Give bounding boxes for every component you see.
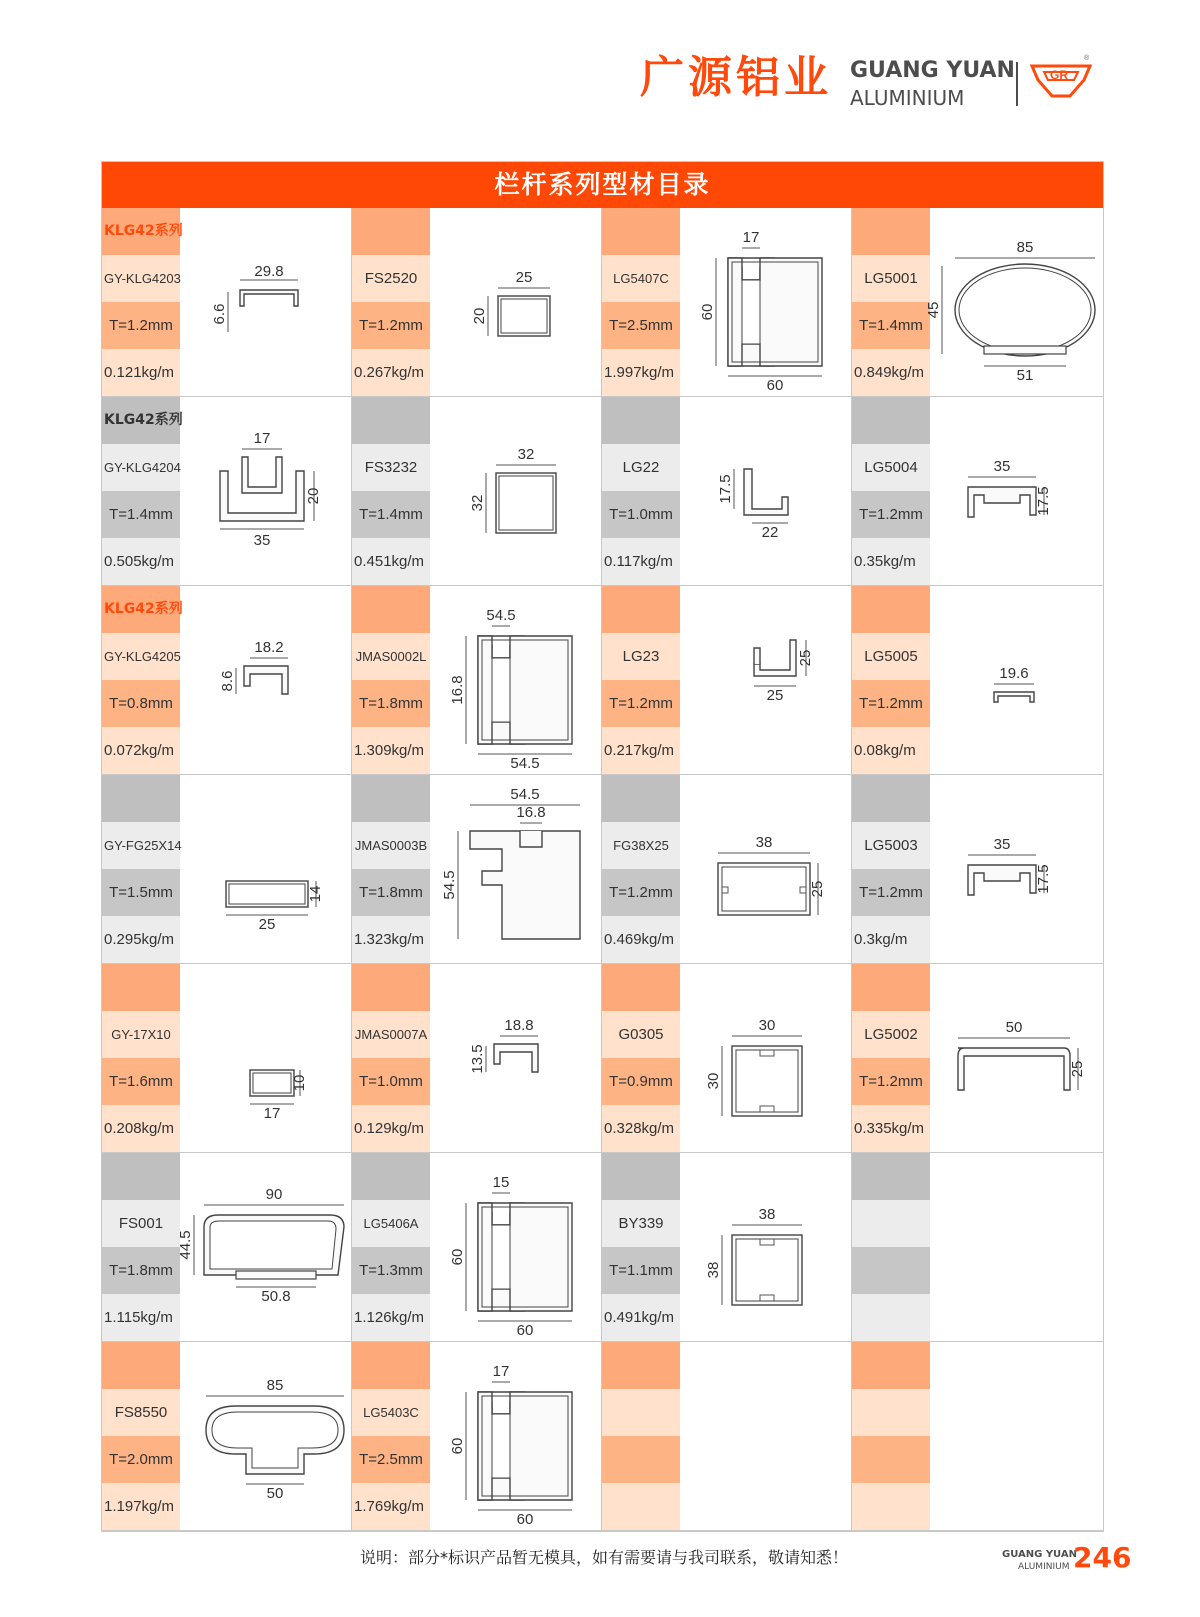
profile-code: LG5005 bbox=[852, 633, 930, 680]
profile-code: FS2520 bbox=[352, 255, 430, 302]
unit-weight: 0.208kg/m bbox=[102, 1105, 180, 1152]
wall-thickness: T=1.2mm bbox=[852, 869, 930, 916]
company-logo-icon bbox=[1030, 52, 1092, 102]
profile-code: G0305 bbox=[602, 1011, 680, 1058]
dimension-label: 17 bbox=[263, 1105, 281, 1122]
profile-cell bbox=[102, 775, 352, 964]
dimension-label: 60 bbox=[516, 1322, 534, 1339]
wall-thickness: T=1.2mm bbox=[102, 302, 180, 349]
dimension-label: 51 bbox=[1016, 367, 1034, 384]
footer-brand-name: GUANG YUAN bbox=[1002, 1549, 1077, 1560]
profile-cell bbox=[352, 208, 602, 397]
wall-thickness: T=1.2mm bbox=[852, 680, 930, 727]
profile-cross-section-icon bbox=[430, 586, 602, 775]
profile-drawing bbox=[180, 964, 352, 1153]
series-label bbox=[102, 964, 180, 1011]
profile-drawing bbox=[180, 397, 352, 586]
profile-drawing bbox=[930, 586, 1102, 775]
wall-thickness: T=1.2mm bbox=[602, 680, 680, 727]
row-divider bbox=[852, 1530, 1103, 1531]
profile-cross-section-icon bbox=[177, 1153, 352, 1342]
unit-weight: 0.505kg/m bbox=[102, 538, 180, 585]
profile-cell bbox=[602, 1342, 852, 1531]
profile-cell bbox=[852, 208, 1103, 397]
unit-weight: 0.121kg/m bbox=[102, 349, 180, 396]
dimension-label: 19.6 bbox=[999, 665, 1029, 682]
unit-weight: 0.072kg/m bbox=[102, 727, 180, 774]
wall-thickness: T=1.2mm bbox=[602, 869, 680, 916]
unit-weight: 1.126kg/m bbox=[352, 1294, 430, 1341]
profile-cell bbox=[852, 586, 1103, 775]
dimension-label: 38 bbox=[755, 834, 773, 851]
wall-thickness: T=1.4mm bbox=[102, 491, 180, 538]
series-label: KLG42系列 bbox=[102, 397, 180, 444]
dimension-label: 29.8 bbox=[254, 263, 284, 280]
series-label: KLG42系列 bbox=[102, 586, 180, 633]
unit-weight: 0.335kg/m bbox=[852, 1105, 930, 1152]
profile-cell bbox=[102, 964, 352, 1153]
dimension-label: 44.5 bbox=[177, 1230, 194, 1260]
dimension-label: 22 bbox=[761, 524, 779, 541]
profile-cell bbox=[852, 775, 1103, 964]
series-label bbox=[852, 1342, 930, 1389]
series-label bbox=[602, 586, 680, 633]
profile-cell bbox=[102, 1153, 352, 1342]
profile-drawing bbox=[180, 208, 352, 397]
dimension-label: 25 bbox=[766, 687, 784, 704]
profile-code: GY-KLG4205 bbox=[102, 633, 180, 680]
dimension-label: 50.8 bbox=[261, 1288, 291, 1305]
series-label bbox=[852, 586, 930, 633]
series-label bbox=[852, 397, 930, 444]
unit-weight: 1.197kg/m bbox=[102, 1483, 180, 1530]
profile-cell bbox=[602, 208, 852, 397]
profile-code: FS001 bbox=[102, 1200, 180, 1247]
wall-thickness: T=1.8mm bbox=[102, 1247, 180, 1294]
profile-drawing bbox=[680, 208, 852, 397]
profile-cross-section-icon bbox=[430, 775, 602, 964]
dimension-label: 10 bbox=[291, 1074, 308, 1092]
profile-drawing bbox=[430, 964, 602, 1153]
series-label: KLG42系列 bbox=[102, 208, 180, 255]
series-label bbox=[102, 1342, 180, 1389]
unit-weight: 1.323kg/m bbox=[352, 916, 430, 963]
dimension-label: 25 bbox=[809, 880, 826, 898]
profile-cross-section-icon bbox=[925, 208, 1102, 397]
profile-drawing bbox=[930, 964, 1102, 1153]
series-label bbox=[852, 775, 930, 822]
dimension-label: 25 bbox=[797, 649, 814, 667]
wall-thickness: T=2.5mm bbox=[602, 302, 680, 349]
dimension-label: 60 bbox=[449, 1437, 466, 1455]
profile-cell bbox=[102, 208, 352, 397]
dimension-label: 30 bbox=[705, 1072, 722, 1090]
unit-weight: 0.295kg/m bbox=[102, 916, 180, 963]
profile-cell bbox=[352, 1342, 602, 1531]
dimension-label: 30 bbox=[758, 1017, 776, 1034]
registered-mark: ® bbox=[1084, 55, 1090, 62]
profile-cell bbox=[102, 586, 352, 775]
dimension-label: 25 bbox=[1069, 1060, 1086, 1078]
profile-drawing bbox=[680, 1153, 852, 1342]
profile-cross-section-icon bbox=[430, 397, 602, 586]
dimension-label: 60 bbox=[516, 1511, 534, 1528]
wall-thickness bbox=[602, 1436, 680, 1483]
wall-thickness: T=1.8mm bbox=[352, 680, 430, 727]
wall-thickness: T=1.2mm bbox=[352, 302, 430, 349]
profile-cell bbox=[852, 1342, 1103, 1531]
wall-thickness: T=0.8mm bbox=[102, 680, 180, 727]
unit-weight: 0.849kg/m bbox=[852, 349, 930, 396]
profile-code: LG5003 bbox=[852, 822, 930, 869]
profile-code bbox=[852, 1200, 930, 1247]
dimension-label: 17 bbox=[253, 430, 271, 447]
dimension-label: 17.5 bbox=[1035, 486, 1052, 516]
profile-drawing bbox=[930, 775, 1102, 964]
profile-cross-section-icon bbox=[180, 586, 352, 775]
profile-cross-section-icon bbox=[930, 1153, 1102, 1342]
unit-weight: 0.328kg/m bbox=[602, 1105, 680, 1152]
row-divider bbox=[602, 1530, 852, 1531]
brand-name-english: GUANG YUAN bbox=[850, 58, 1015, 83]
profile-drawing bbox=[930, 1342, 1102, 1531]
dimension-label: 20 bbox=[471, 307, 488, 325]
profile-code: LG5001 bbox=[852, 255, 930, 302]
profile-cross-section-icon bbox=[180, 208, 352, 397]
profile-code: GY-17X10 bbox=[102, 1011, 180, 1058]
series-label bbox=[602, 1342, 680, 1389]
dimension-label: 15 bbox=[492, 1174, 510, 1191]
profile-cross-section-icon bbox=[430, 964, 602, 1153]
page-header bbox=[0, 0, 1200, 120]
profile-code: LG5403C bbox=[352, 1389, 430, 1436]
wall-thickness: T=1.2mm bbox=[852, 491, 930, 538]
wall-thickness: T=1.3mm bbox=[352, 1247, 430, 1294]
series-label bbox=[602, 775, 680, 822]
series-label bbox=[352, 964, 430, 1011]
wall-thickness: T=1.0mm bbox=[352, 1058, 430, 1105]
dimension-label: 18.2 bbox=[254, 639, 284, 656]
profile-drawing bbox=[180, 586, 352, 775]
wall-thickness bbox=[852, 1436, 930, 1483]
profile-catalog-table bbox=[101, 161, 1104, 1532]
dimension-label: 60 bbox=[766, 377, 784, 394]
profile-drawing bbox=[680, 775, 852, 964]
catalog-title: 栏杆系列型材目录 bbox=[102, 162, 1103, 208]
profile-drawing bbox=[430, 1342, 602, 1531]
profile-code: LG5406A bbox=[352, 1200, 430, 1247]
series-label bbox=[352, 586, 430, 633]
series-label bbox=[602, 397, 680, 444]
profile-code: LG5002 bbox=[852, 1011, 930, 1058]
profile-drawing bbox=[930, 1153, 1102, 1342]
unit-weight: 0.117kg/m bbox=[602, 538, 680, 585]
profile-code: JMAS0007A bbox=[352, 1011, 430, 1058]
wall-thickness: T=1.8mm bbox=[352, 869, 430, 916]
profile-cross-section-icon bbox=[180, 397, 352, 586]
dimension-label: 35 bbox=[253, 532, 271, 549]
dimension-label: 85 bbox=[266, 1377, 284, 1394]
profile-cross-section-icon bbox=[180, 1342, 352, 1531]
dimension-label: 54.5 bbox=[510, 786, 540, 803]
profile-code: JMAS0002L bbox=[352, 633, 430, 680]
wall-thickness: T=1.6mm bbox=[102, 1058, 180, 1105]
wall-thickness: T=2.0mm bbox=[102, 1436, 180, 1483]
profile-drawing bbox=[430, 397, 602, 586]
wall-thickness: T=1.1mm bbox=[602, 1247, 680, 1294]
profile-drawing bbox=[430, 586, 602, 775]
header-divider bbox=[1016, 62, 1018, 106]
profile-cross-section-icon bbox=[680, 1342, 852, 1531]
unit-weight: 0.217kg/m bbox=[602, 727, 680, 774]
profile-cross-section-icon bbox=[430, 208, 602, 397]
logo-letters: GR bbox=[1050, 68, 1068, 82]
profile-cross-section-icon bbox=[680, 397, 852, 586]
profile-code: BY339 bbox=[602, 1200, 680, 1247]
unit-weight: 0.451kg/m bbox=[352, 538, 430, 585]
brand-name-chinese: 广源铝业 bbox=[640, 52, 832, 103]
profile-cross-section-icon bbox=[930, 397, 1102, 586]
series-label bbox=[352, 1342, 430, 1389]
profile-cross-section-icon bbox=[680, 775, 852, 964]
series-label bbox=[852, 1153, 930, 1200]
profile-drawing bbox=[680, 397, 852, 586]
profile-cell bbox=[602, 586, 852, 775]
dimension-label: 17.5 bbox=[717, 474, 734, 504]
profile-cross-section-icon bbox=[680, 1153, 852, 1342]
dimension-label: 45 bbox=[925, 301, 942, 319]
dimension-label: 18.8 bbox=[504, 1017, 534, 1034]
profile-cell bbox=[352, 586, 602, 775]
profile-code bbox=[852, 1389, 930, 1436]
unit-weight: 1.115kg/m bbox=[102, 1294, 180, 1341]
wall-thickness: T=2.5mm bbox=[352, 1436, 430, 1483]
profile-drawing bbox=[430, 775, 602, 964]
unit-weight: 0.08kg/m bbox=[852, 727, 930, 774]
profile-code: JMAS0003B bbox=[352, 822, 430, 869]
profile-cell bbox=[602, 964, 852, 1153]
profile-cell bbox=[102, 397, 352, 586]
profile-drawing bbox=[430, 208, 602, 397]
unit-weight bbox=[852, 1483, 930, 1530]
profile-cross-section-icon bbox=[680, 586, 852, 775]
profile-cross-section-icon bbox=[430, 1342, 602, 1531]
profile-drawing bbox=[680, 1342, 852, 1531]
wall-thickness: T=1.4mm bbox=[352, 491, 430, 538]
unit-weight bbox=[602, 1483, 680, 1530]
profile-code: GY-KLG4203 bbox=[102, 255, 180, 302]
series-label bbox=[352, 1153, 430, 1200]
profile-drawing bbox=[680, 586, 852, 775]
series-label bbox=[352, 397, 430, 444]
dimension-label: 60 bbox=[449, 1248, 466, 1266]
dimension-label: 25 bbox=[258, 916, 276, 933]
profile-cell bbox=[352, 964, 602, 1153]
profile-code bbox=[602, 1389, 680, 1436]
row-divider bbox=[102, 1530, 352, 1531]
series-label bbox=[602, 964, 680, 1011]
dimension-label: 38 bbox=[705, 1261, 722, 1279]
series-label bbox=[102, 1153, 180, 1200]
unit-weight: 1.997kg/m bbox=[602, 349, 680, 396]
profile-cross-section-icon bbox=[180, 964, 352, 1153]
profile-cross-section-icon bbox=[930, 586, 1102, 775]
series-label bbox=[352, 208, 430, 255]
dimension-label: 54.5 bbox=[441, 870, 458, 900]
dimension-label: 8.6 bbox=[219, 670, 236, 692]
profile-code: LG22 bbox=[602, 444, 680, 491]
dimension-label: 16.8 bbox=[449, 675, 466, 705]
series-label bbox=[352, 775, 430, 822]
unit-weight: 1.309kg/m bbox=[352, 727, 430, 774]
profile-code: FS3232 bbox=[352, 444, 430, 491]
dimension-label: 14 bbox=[307, 885, 324, 903]
unit-weight: 0.267kg/m bbox=[352, 349, 430, 396]
dimension-label: 60 bbox=[699, 303, 716, 321]
profile-cell bbox=[602, 1153, 852, 1342]
profile-code: LG5407C bbox=[602, 255, 680, 302]
wall-thickness: T=1.4mm bbox=[852, 302, 930, 349]
profile-cell bbox=[602, 397, 852, 586]
profile-cell bbox=[352, 1153, 602, 1342]
profile-cell bbox=[352, 775, 602, 964]
profile-cross-section-icon bbox=[930, 775, 1102, 964]
profile-cross-section-icon bbox=[680, 964, 852, 1153]
profile-cell bbox=[852, 1153, 1103, 1342]
series-label bbox=[852, 964, 930, 1011]
dimension-label: 54.5 bbox=[510, 755, 540, 772]
profile-cross-section-icon bbox=[180, 775, 352, 964]
dimension-label: 20 bbox=[305, 487, 322, 505]
unit-weight: 0.491kg/m bbox=[602, 1294, 680, 1341]
profile-code: GY-KLG4204 bbox=[102, 444, 180, 491]
dimension-label: 85 bbox=[1016, 239, 1034, 256]
dimension-label: 35 bbox=[993, 836, 1011, 853]
profile-drawing bbox=[680, 964, 852, 1153]
footer-brand-subtitle: ALUMINIUM bbox=[1018, 1562, 1070, 1572]
wall-thickness: T=1.2mm bbox=[852, 1058, 930, 1105]
dimension-label: 35 bbox=[993, 458, 1011, 475]
dimension-label: 17.5 bbox=[1035, 864, 1052, 894]
dimension-label: 13.5 bbox=[469, 1044, 486, 1074]
wall-thickness: T=0.9mm bbox=[602, 1058, 680, 1105]
unit-weight: 1.769kg/m bbox=[352, 1483, 430, 1530]
profile-cell bbox=[852, 964, 1103, 1153]
dimension-label: 38 bbox=[758, 1206, 776, 1223]
wall-thickness: T=1.5mm bbox=[102, 869, 180, 916]
unit-weight: 0.35kg/m bbox=[852, 538, 930, 585]
profile-code: LG23 bbox=[602, 633, 680, 680]
dimension-label: 25 bbox=[515, 269, 533, 286]
row-divider bbox=[352, 1530, 602, 1531]
dimension-label: 50 bbox=[266, 1485, 284, 1502]
dimension-label: 54.5 bbox=[486, 607, 516, 624]
profile-cross-section-icon bbox=[930, 1342, 1102, 1531]
profile-code: FG38X25 bbox=[602, 822, 680, 869]
unit-weight: 0.129kg/m bbox=[352, 1105, 430, 1152]
profile-code: GY-FG25X14 bbox=[102, 822, 180, 869]
profile-drawing bbox=[925, 208, 1102, 397]
unit-weight: 0.3kg/m bbox=[852, 916, 930, 963]
unit-weight: 0.469kg/m bbox=[602, 916, 680, 963]
profile-drawing bbox=[930, 397, 1102, 586]
dimension-label: 50 bbox=[1005, 1019, 1023, 1036]
dimension-label: 90 bbox=[265, 1186, 283, 1203]
brand-subtitle: ALUMINIUM bbox=[850, 86, 965, 110]
wall-thickness: T=1.0mm bbox=[602, 491, 680, 538]
dimension-label: 17 bbox=[742, 229, 760, 246]
footer-note: 说明：部分*标识产品暂无模具，如有需要请与我司联系，敬请知悉！ bbox=[360, 1548, 849, 1567]
wall-thickness bbox=[852, 1247, 930, 1294]
profile-cell bbox=[352, 397, 602, 586]
unit-weight bbox=[852, 1294, 930, 1341]
dimension-label: 32 bbox=[517, 446, 535, 463]
series-label bbox=[102, 775, 180, 822]
profile-drawing bbox=[180, 1342, 352, 1531]
dimension-label: 16.8 bbox=[516, 804, 546, 821]
dimension-label: 17 bbox=[492, 1363, 510, 1380]
profile-code: LG5004 bbox=[852, 444, 930, 491]
profile-cross-section-icon bbox=[930, 964, 1102, 1153]
series-label bbox=[602, 208, 680, 255]
series-label bbox=[602, 1153, 680, 1200]
series-label bbox=[852, 208, 930, 255]
profile-cell bbox=[602, 775, 852, 964]
dimension-label: 32 bbox=[469, 494, 486, 512]
profile-cross-section-icon bbox=[430, 1153, 602, 1342]
dimension-label: 6.6 bbox=[211, 303, 228, 325]
profile-cross-section-icon bbox=[680, 208, 852, 397]
profile-drawing bbox=[430, 1153, 602, 1342]
profile-drawing bbox=[180, 775, 352, 964]
profile-code: FS8550 bbox=[102, 1389, 180, 1436]
page-number: 246 bbox=[1073, 1541, 1132, 1574]
profile-cell bbox=[102, 1342, 352, 1531]
profile-drawing bbox=[177, 1153, 352, 1342]
profile-cell bbox=[852, 397, 1103, 586]
